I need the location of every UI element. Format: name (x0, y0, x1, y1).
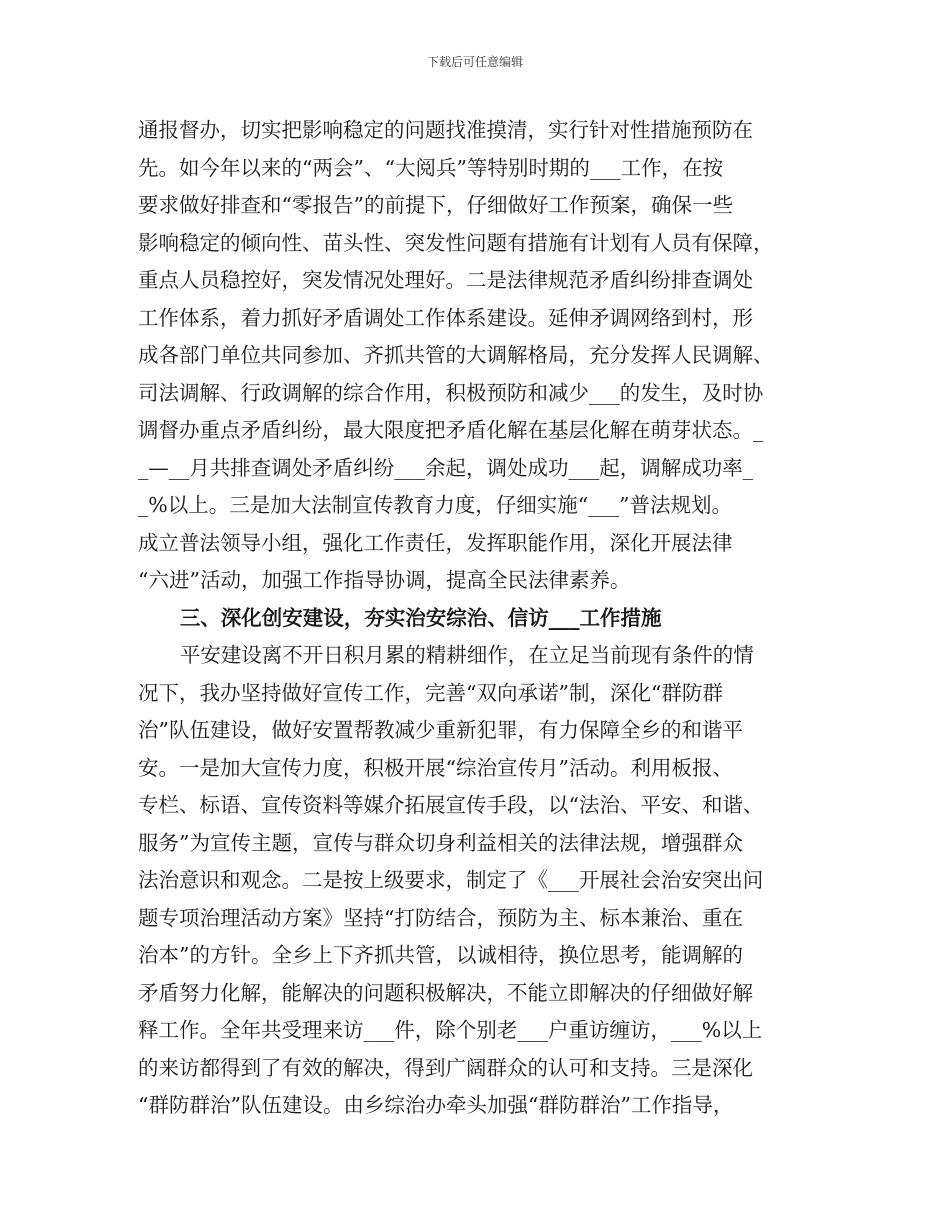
paragraph-line: _%以上。三是加大法制宣传教育力度，仔细实施“___”普法规划。 (138, 493, 732, 517)
paragraph-line: “六进”活动，加强工作指导协调，提高全民法律素养。 (138, 568, 631, 592)
paragraph-line: 影响稳定的倾向性、苗头性、突发性问题有措施有计划有人员有保障， (138, 230, 774, 255)
paragraph-line: 服务”为宣传主题，宣传与群众切身利益相关的法律法规，增强群众 (138, 830, 743, 855)
paragraph-line: 释工作。全年共受理来访___件，除个别老___户重访缠访，___%以上 (138, 1018, 763, 1042)
paragraph-line: _—__月共排查调处矛盾纠纷___余起，调处成功___起，调解成功率_ (138, 455, 753, 480)
paragraph-line: 成各部门单位共同参加、齐抓共管的大调解格局，充分发挥人民调解、 (138, 343, 774, 367)
paragraph-line: 要求做好排查和“零报告”的前提下，仔细做好工作预案，确保一些 (138, 193, 733, 217)
paragraph-line: 成立普法领导小组，强化工作责任，发挥职能作用，深化开展法律 (138, 530, 733, 555)
paragraph-line: 通报督办，切实把影响稳定的问题找准摸清，实行针对性措施预防在 (138, 118, 753, 142)
paragraph-line: 法治意识和观念。二是按上级要求，制定了《___开展社会治安突出问 (138, 868, 764, 892)
paragraph-line: 况下，我办坚持做好宣传工作，完善“双向承诺”制，深化“群防群 (138, 680, 723, 705)
paragraph-line: 治”队伍建设，做好安置帮教减少重新犯罪，有力保障全乡的和谐平 (138, 718, 743, 742)
paragraph-line: 题专项治理活动方案》坚持“打防结合，预防为主、标本兼治、重在 (138, 905, 743, 930)
paragraph-line: 先。如今年以来的“两会”、“大阅兵”等特别时期的___工作，在按 (138, 155, 724, 180)
paragraph-line: 矛盾努力化解，能解决的问题积极解决，不能立即解决的仔细做好解 (138, 980, 753, 1005)
paragraph-line: 调督办重点矛盾纠纷，最大限度把矛盾化解在基层化解在萌芽状态。_ (138, 418, 764, 442)
section-heading: 三、深化创安建设，夯实治安综治、信访___工作措施 (179, 605, 662, 630)
paragraph-line: 的来访都得到了有效的解决，得到广阔群众的认可和支持。三是深化 (138, 1055, 753, 1080)
paragraph-line: 工作体系，着力抓好矛盾调处工作体系建设。延伸矛调网络到村，形 (138, 305, 753, 330)
paragraph-line: 平安建设离不开日积月累的精耕细作，在立足当前现有条件的情 (179, 643, 754, 667)
paragraph-line: 司法调解、行政调解的综合作用，积极预防和减少___的发生，及时协 (138, 380, 764, 405)
paragraph-line: 治本”的方针。全乡上下齐抓共管，以诚相待，换位思考，能调解的 (138, 943, 743, 967)
document-body (138, 112, 818, 1125)
paragraph-line: 专栏、标语、宣传资料等媒介拓展宣传手段，以“法治、平安、和谐、 (138, 793, 764, 817)
page-header: 下载后可任意编辑 (426, 55, 523, 69)
paragraph-line: 重点人员稳控好，突发情况处理好。二是法律规范矛盾纠纷排查调处 (138, 268, 753, 292)
paragraph-line: “群防群治”队伍建设。由乡综治办牵头加强“群防群治”工作指导， (138, 1093, 734, 1117)
paragraph-line: 安。一是加大宣传力度，积极开展“综治宣传月”活动。利用板报、 (138, 755, 733, 780)
